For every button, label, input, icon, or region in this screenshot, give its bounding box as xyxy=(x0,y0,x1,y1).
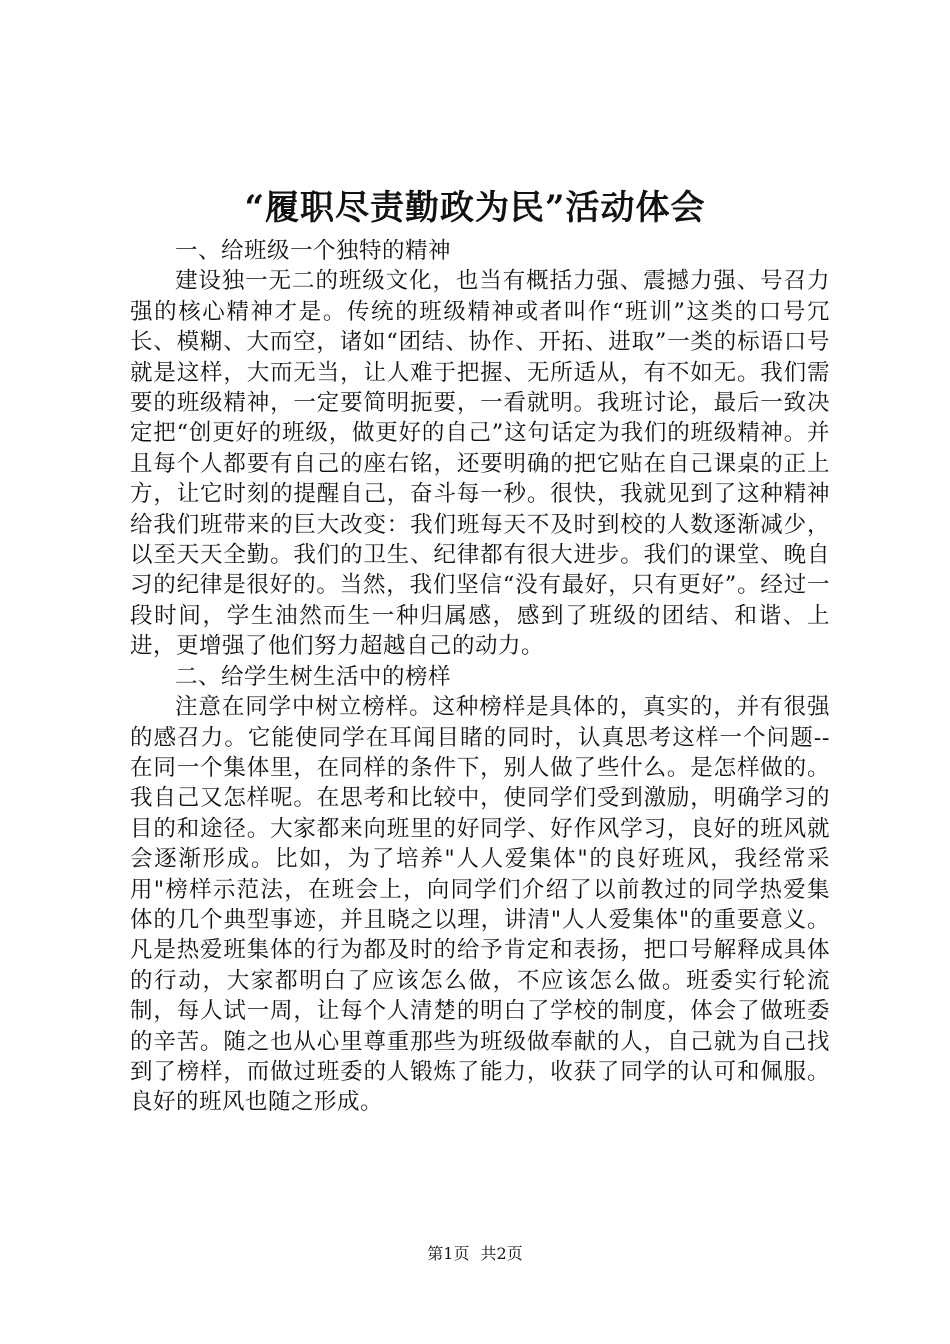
section-paragraph-1: 建设独一无二的班级文化，也当有概括力强、震撼力强、号召力强的核心精神才是。传统的班级精神或者叫作“班训”这类的口号冗长、模糊、大而空，诸如“团结、协作、开拓、进取”一类的标语口号就是这样，大而无当，让人难于把握、无所适从，有不如无。我们需要的班级精神，一定要简明扼要，一看就明。我班讨论，最后一致决定把“创更好的班级，做更好的自己”这句话定为我们的班级精神。并且每个人都要有自己的座右铭，还要明确的把它贴在自己课桌的正上方，让它时刻的提醒自己，奋斗每一秒。很快，我就见到了这种精神给我们班带来的巨大改变：我们班每天不及时到校的人数逐渐减少，以至天天全勤。我们的卫生、纪律都有很大进步。我们的课堂、晚自习的纪律是很好的。当然，我们坚信“没有最好，只有更好”。经过一段时间，学生油然而生一种归属感，感到了班级的团结、和谐、上进，更增强了他们努力超越自己的动力。 xyxy=(130,268,830,660)
section-heading-1: 一、给班级一个独特的精神 xyxy=(175,238,452,264)
section-heading-2: 二、给学生树生活中的榜样 xyxy=(175,663,452,690)
section-paragraph-2: 注意在同学中树立榜样。这种榜样是具体的，真实的，并有很强的感召力。它能使同学在耳闻目睹的同时，认真思考这样一个问题--在同一个集体里，在同样的条件下，别人做了些什么。是怎样做的。我自己又怎样呢。在思考和比较中，使同学们受到激励，明确学习的目的和途径。大家都来向班里的好同学、好作风学习，良好的班风就会逐渐形成。比如，为了培养"人人爱集体"的良好班风，我经常采用"榜样示范法，在班会上，向同学们介绍了以前教过的同学热爱集体的几个典型事迹，并且晓之以理，讲清"人人爱集体"的重要意义。凡是热爱班集体的行为都及时的给予肯定和表扬，把口号解释成具体的行动，大家都明白了应该怎么做，不应该怎么做。班委实行轮流制，每人试一周，让每个人清楚的明白了学校的制度，体会了做班委的辛苦。随之也从心里尊重那些为班级做奉献的人，自己就为自己找到了榜样，而做过班委的人锻炼了能力，收获了同学的认可和佩服。良好的班风也随之形成。 xyxy=(130,694,830,1116)
page-footer xyxy=(0,1242,950,1266)
document-title: “履职尽责勤政为民”活动体会 xyxy=(244,188,706,228)
document-body xyxy=(130,236,830,1118)
page-number-current: 第1页 xyxy=(427,1244,470,1263)
page-number-total: 共2页 xyxy=(480,1244,523,1263)
